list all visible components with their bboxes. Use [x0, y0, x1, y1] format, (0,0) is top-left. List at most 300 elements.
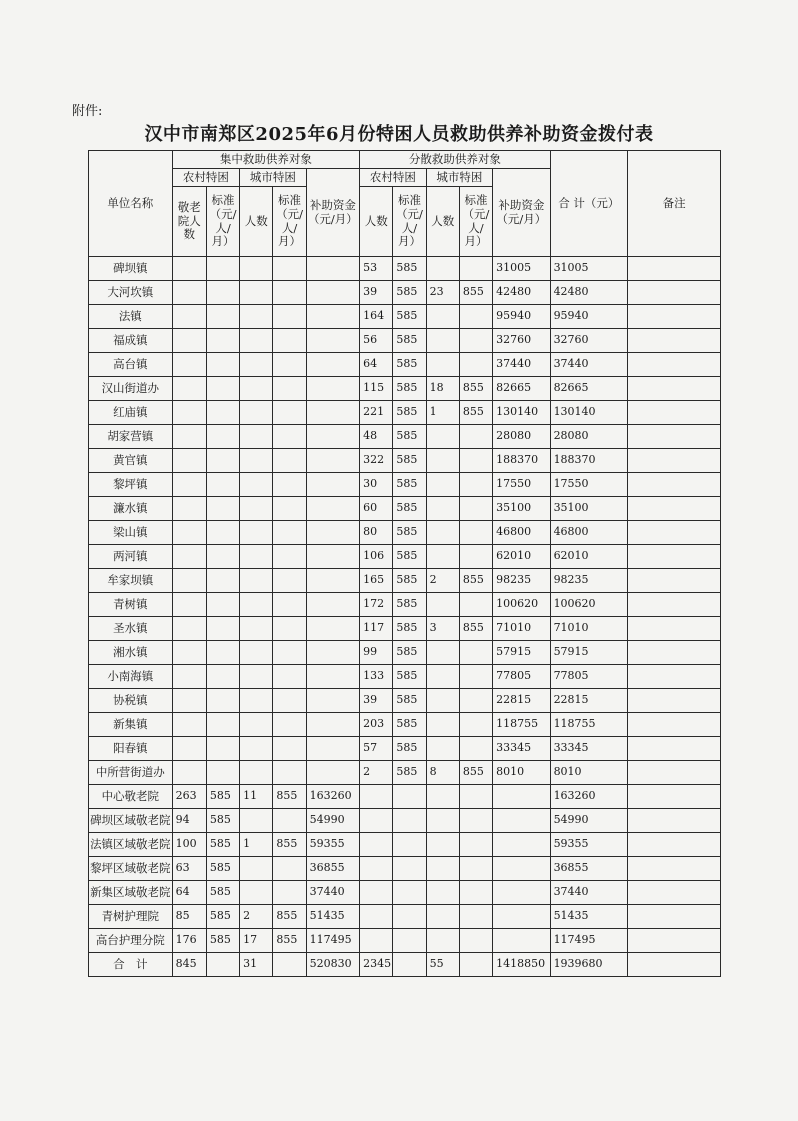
d-urban-std-cell	[459, 497, 492, 521]
total-cell: 37440	[550, 881, 628, 905]
c-urban-count-cell	[240, 545, 273, 569]
remark-cell	[628, 377, 721, 401]
table-row	[89, 761, 721, 785]
unit-name-cell: 新集镇	[89, 713, 173, 737]
c-rural-std-cell	[206, 449, 239, 473]
c-rural-count-cell	[172, 497, 206, 521]
d-fund-cell: 35100	[493, 497, 550, 521]
unit-name-cell: 两河镇	[89, 545, 173, 569]
d-rural-std-cell	[393, 929, 426, 953]
unit-name-cell: 协税镇	[89, 689, 173, 713]
d-urban-count-cell	[426, 713, 459, 737]
d-fund-cell: 42480	[493, 281, 550, 305]
d-urban-std-cell	[459, 353, 492, 377]
unit-name-cell: 梁山镇	[89, 521, 173, 545]
unit-name-cell: 红庙镇	[89, 401, 173, 425]
d-rural-count-cell	[360, 833, 393, 857]
d-urban-std-cell	[459, 473, 492, 497]
c-fund-cell	[306, 329, 359, 353]
table-row	[89, 497, 721, 521]
d-urban-std-cell	[459, 713, 492, 737]
remark-cell	[628, 833, 721, 857]
d-urban-count-cell	[426, 497, 459, 521]
remark-cell	[628, 425, 721, 449]
d-urban-count-cell: 55	[426, 953, 459, 977]
total-cell: 35100	[550, 497, 628, 521]
d-rural-count-cell	[360, 905, 393, 929]
d-rural-std-cell: 585	[393, 497, 426, 521]
d-rural-std-cell	[393, 833, 426, 857]
d-urban-std-cell: 855	[459, 569, 492, 593]
table-row	[89, 593, 721, 617]
table-row	[89, 377, 721, 401]
header-unit-name: 单位名称	[89, 151, 173, 257]
c-rural-std-cell	[206, 953, 239, 977]
c-urban-count-cell	[240, 857, 273, 881]
c-urban-std-cell	[273, 713, 306, 737]
unit-name-cell: 汉山街道办	[89, 377, 173, 401]
d-urban-std-cell	[459, 329, 492, 353]
c-urban-std-cell: 855	[273, 929, 306, 953]
c-rural-count-cell	[172, 737, 206, 761]
c-rural-std-cell	[206, 617, 239, 641]
d-rural-count-cell: 57	[360, 737, 393, 761]
total-cell: 32760	[550, 329, 628, 353]
unit-name-cell: 福成镇	[89, 329, 173, 353]
c-urban-count-cell: 2	[240, 905, 273, 929]
d-rural-std-cell	[393, 857, 426, 881]
remark-cell	[628, 257, 721, 281]
d-urban-std-cell	[459, 929, 492, 953]
d-rural-std-cell	[393, 953, 426, 977]
total-cell: 57915	[550, 641, 628, 665]
c-rural-count-cell	[172, 305, 206, 329]
c-fund-cell	[306, 569, 359, 593]
c-rural-count-cell: 176	[172, 929, 206, 953]
d-rural-count-cell: 64	[360, 353, 393, 377]
table-row	[89, 521, 721, 545]
c-fund-cell	[306, 737, 359, 761]
c-rural-count-cell	[172, 641, 206, 665]
c-rural-std-cell	[206, 665, 239, 689]
remark-cell	[628, 305, 721, 329]
d-urban-std-cell	[459, 665, 492, 689]
d-rural-count-cell: 48	[360, 425, 393, 449]
d-urban-count-cell	[426, 809, 459, 833]
d-urban-std-cell	[459, 425, 492, 449]
d-fund-cell	[493, 785, 550, 809]
c-urban-std-cell	[273, 593, 306, 617]
d-rural-count-cell: 117	[360, 617, 393, 641]
c-rural-count-cell	[172, 473, 206, 497]
c-urban-count-cell: 31	[240, 953, 273, 977]
d-urban-std-cell: 855	[459, 761, 492, 785]
c-rural-count-cell	[172, 353, 206, 377]
c-fund-cell	[306, 425, 359, 449]
d-rural-count-cell: 203	[360, 713, 393, 737]
table-row	[89, 401, 721, 425]
remark-cell	[628, 665, 721, 689]
c-urban-count-cell	[240, 329, 273, 353]
c-fund-cell	[306, 641, 359, 665]
c-urban-std-cell	[273, 449, 306, 473]
d-rural-count-cell: 60	[360, 497, 393, 521]
table-row	[89, 881, 721, 905]
c-urban-count-cell	[240, 305, 273, 329]
table-row	[89, 305, 721, 329]
c-urban-count-cell	[240, 569, 273, 593]
table-row	[89, 641, 721, 665]
remark-cell	[628, 785, 721, 809]
d-fund-cell: 8010	[493, 761, 550, 785]
d-urban-std-cell	[459, 593, 492, 617]
d-urban-std-cell	[459, 545, 492, 569]
c-rural-std-cell	[206, 641, 239, 665]
c-fund-cell: 36855	[306, 857, 359, 881]
unit-name-cell: 胡家营镇	[89, 425, 173, 449]
d-urban-count-cell	[426, 833, 459, 857]
total-cell: 8010	[550, 761, 628, 785]
c-urban-std-cell: 855	[273, 785, 306, 809]
d-urban-count-cell	[426, 449, 459, 473]
c-rural-std-cell: 585	[206, 785, 239, 809]
c-urban-std-cell	[273, 809, 306, 833]
c-urban-count-cell	[240, 713, 273, 737]
allocation-table	[88, 150, 721, 977]
d-fund-cell: 37440	[493, 353, 550, 377]
c-urban-std-cell	[273, 425, 306, 449]
c-urban-count-cell	[240, 521, 273, 545]
remark-cell	[628, 689, 721, 713]
d-fund-cell: 28080	[493, 425, 550, 449]
d-urban-count-cell	[426, 881, 459, 905]
c-fund-cell: 520830	[306, 953, 359, 977]
d-urban-std-cell	[459, 305, 492, 329]
header-d-rural: 农村特困	[360, 169, 427, 187]
total-cell: 62010	[550, 545, 628, 569]
c-urban-std-cell	[273, 401, 306, 425]
d-fund-cell: 22815	[493, 689, 550, 713]
total-cell: 22815	[550, 689, 628, 713]
total-cell: 17550	[550, 473, 628, 497]
c-fund-cell	[306, 401, 359, 425]
remark-cell	[628, 929, 721, 953]
d-rural-count-cell: 165	[360, 569, 393, 593]
d-rural-count-cell: 39	[360, 281, 393, 305]
unit-name-cell: 圣水镇	[89, 617, 173, 641]
c-rural-std-cell: 585	[206, 809, 239, 833]
remark-cell	[628, 353, 721, 377]
d-fund-cell: 33345	[493, 737, 550, 761]
remark-cell	[628, 617, 721, 641]
c-fund-cell: 117495	[306, 929, 359, 953]
header-d-urban-std: 标准（元/人/月）	[459, 187, 492, 257]
d-urban-count-cell	[426, 521, 459, 545]
c-urban-count-cell	[240, 617, 273, 641]
total-cell: 77805	[550, 665, 628, 689]
d-fund-cell: 32760	[493, 329, 550, 353]
c-rural-count-cell: 94	[172, 809, 206, 833]
table-row	[89, 665, 721, 689]
table-row	[89, 737, 721, 761]
d-rural-std-cell: 585	[393, 353, 426, 377]
c-fund-cell	[306, 521, 359, 545]
d-rural-std-cell	[393, 785, 426, 809]
d-urban-count-cell	[426, 689, 459, 713]
d-urban-count-cell	[426, 329, 459, 353]
d-urban-std-cell	[459, 641, 492, 665]
table-row	[89, 785, 721, 809]
table-row	[89, 257, 721, 281]
c-urban-count-cell	[240, 449, 273, 473]
d-urban-count-cell: 23	[426, 281, 459, 305]
c-rural-std-cell	[206, 713, 239, 737]
total-cell: 1939680	[550, 953, 628, 977]
c-urban-std-cell	[273, 497, 306, 521]
d-urban-count-cell	[426, 737, 459, 761]
total-cell: 188370	[550, 449, 628, 473]
d-urban-std-cell	[459, 689, 492, 713]
c-rural-count-cell	[172, 377, 206, 401]
d-urban-count-cell	[426, 929, 459, 953]
d-fund-cell: 188370	[493, 449, 550, 473]
d-rural-count-cell: 172	[360, 593, 393, 617]
d-urban-std-cell	[459, 785, 492, 809]
c-urban-count-cell	[240, 377, 273, 401]
header-remark: 备注	[628, 151, 721, 257]
c-urban-std-cell: 855	[273, 833, 306, 857]
d-rural-count-cell: 106	[360, 545, 393, 569]
remark-cell	[628, 737, 721, 761]
c-fund-cell: 163260	[306, 785, 359, 809]
d-fund-cell	[493, 857, 550, 881]
c-fund-cell: 51435	[306, 905, 359, 929]
header-d-urban: 城市特困	[426, 169, 493, 187]
c-fund-cell	[306, 305, 359, 329]
c-fund-cell	[306, 497, 359, 521]
unit-name-cell: 黎坪镇	[89, 473, 173, 497]
remark-cell	[628, 329, 721, 353]
c-urban-std-cell	[273, 641, 306, 665]
c-rural-count-cell	[172, 689, 206, 713]
remark-cell	[628, 569, 721, 593]
c-urban-std-cell	[273, 737, 306, 761]
table-row	[89, 353, 721, 377]
d-fund-cell: 118755	[493, 713, 550, 737]
total-cell: 54990	[550, 809, 628, 833]
c-urban-std-cell	[273, 689, 306, 713]
c-urban-count-cell	[240, 497, 273, 521]
d-urban-std-cell: 855	[459, 377, 492, 401]
remark-cell	[628, 641, 721, 665]
d-rural-std-cell: 585	[393, 473, 426, 497]
d-fund-cell: 62010	[493, 545, 550, 569]
c-urban-count-cell	[240, 473, 273, 497]
total-cell: 33345	[550, 737, 628, 761]
d-urban-std-cell	[459, 881, 492, 905]
total-cell: 163260	[550, 785, 628, 809]
d-urban-count-cell	[426, 473, 459, 497]
header-c-urban-count: 人数	[240, 187, 273, 257]
c-urban-count-cell	[240, 809, 273, 833]
c-urban-count-cell	[240, 665, 273, 689]
table-row	[89, 449, 721, 473]
c-urban-count-cell	[240, 737, 273, 761]
unit-name-cell: 青树镇	[89, 593, 173, 617]
c-urban-std-cell: 855	[273, 905, 306, 929]
c-fund-cell	[306, 761, 359, 785]
unit-name-cell: 高台镇	[89, 353, 173, 377]
total-cell: 51435	[550, 905, 628, 929]
d-rural-count-cell: 133	[360, 665, 393, 689]
table-row	[89, 713, 721, 737]
d-rural-std-cell: 585	[393, 641, 426, 665]
c-rural-std-cell	[206, 737, 239, 761]
d-rural-count-cell: 322	[360, 449, 393, 473]
d-rural-count-cell	[360, 809, 393, 833]
d-rural-std-cell: 585	[393, 257, 426, 281]
unit-name-cell: 高台护理分院	[89, 929, 173, 953]
total-cell: 71010	[550, 617, 628, 641]
c-rural-std-cell	[206, 401, 239, 425]
d-urban-std-cell	[459, 521, 492, 545]
c-rural-count-cell	[172, 617, 206, 641]
unit-name-cell: 中所营街道办	[89, 761, 173, 785]
unit-name-cell: 青树护理院	[89, 905, 173, 929]
unit-name-cell: 碑坝镇	[89, 257, 173, 281]
c-urban-count-cell: 1	[240, 833, 273, 857]
d-urban-std-cell	[459, 809, 492, 833]
remark-cell	[628, 857, 721, 881]
c-fund-cell	[306, 377, 359, 401]
c-rural-std-cell: 585	[206, 905, 239, 929]
c-rural-std-cell	[206, 473, 239, 497]
d-urban-count-cell: 3	[426, 617, 459, 641]
d-urban-count-cell: 18	[426, 377, 459, 401]
c-rural-std-cell: 585	[206, 857, 239, 881]
c-rural-std-cell	[206, 305, 239, 329]
d-rural-std-cell: 585	[393, 305, 426, 329]
total-cell: 42480	[550, 281, 628, 305]
unit-name-cell: 黎坪区域敬老院	[89, 857, 173, 881]
remark-cell	[628, 809, 721, 833]
header-c-rural: 农村特困	[172, 169, 240, 187]
total-cell: 37440	[550, 353, 628, 377]
d-rural-std-cell: 585	[393, 401, 426, 425]
c-urban-count-cell	[240, 593, 273, 617]
d-fund-cell: 57915	[493, 641, 550, 665]
header-dispersed: 分散救助供养对象	[360, 151, 550, 169]
c-urban-count-cell	[240, 689, 273, 713]
c-fund-cell: 54990	[306, 809, 359, 833]
header-c-rural-std: 标准（元/人/月）	[206, 187, 239, 257]
d-rural-count-cell: 56	[360, 329, 393, 353]
d-fund-cell: 31005	[493, 257, 550, 281]
table-row	[89, 833, 721, 857]
c-rural-count-cell: 845	[172, 953, 206, 977]
c-fund-cell: 37440	[306, 881, 359, 905]
d-rural-std-cell: 585	[393, 521, 426, 545]
c-urban-count-cell	[240, 761, 273, 785]
remark-cell	[628, 449, 721, 473]
d-fund-cell: 130140	[493, 401, 550, 425]
c-rural-std-cell	[206, 257, 239, 281]
c-rural-std-cell: 585	[206, 833, 239, 857]
header-d-rural-count: 人数	[360, 187, 393, 257]
remark-cell	[628, 953, 721, 977]
remark-cell	[628, 401, 721, 425]
c-urban-count-cell	[240, 425, 273, 449]
d-fund-cell: 95940	[493, 305, 550, 329]
d-rural-std-cell: 585	[393, 689, 426, 713]
d-rural-std-cell: 585	[393, 617, 426, 641]
total-cell: 95940	[550, 305, 628, 329]
unit-name-cell: 湘水镇	[89, 641, 173, 665]
c-rural-count-cell	[172, 329, 206, 353]
remark-cell	[628, 545, 721, 569]
d-urban-count-cell	[426, 257, 459, 281]
d-urban-count-cell: 2	[426, 569, 459, 593]
header-total: 合 计（元）	[550, 151, 628, 257]
c-rural-count-cell: 263	[172, 785, 206, 809]
table-row	[89, 809, 721, 833]
c-urban-std-cell	[273, 329, 306, 353]
d-rural-std-cell	[393, 809, 426, 833]
c-urban-std-cell	[273, 473, 306, 497]
unit-name-cell: 黄官镇	[89, 449, 173, 473]
unit-name-cell: 牟家坝镇	[89, 569, 173, 593]
c-rural-count-cell	[172, 281, 206, 305]
total-cell: 31005	[550, 257, 628, 281]
c-urban-std-cell	[273, 521, 306, 545]
d-rural-std-cell: 585	[393, 593, 426, 617]
c-urban-count-cell: 11	[240, 785, 273, 809]
d-urban-std-cell	[459, 449, 492, 473]
d-rural-count-cell: 53	[360, 257, 393, 281]
d-rural-count-cell: 80	[360, 521, 393, 545]
total-cell: 100620	[550, 593, 628, 617]
c-urban-count-cell	[240, 281, 273, 305]
header-c-fund: 补助资金（元/月）	[306, 169, 359, 257]
c-fund-cell	[306, 689, 359, 713]
table-row	[89, 929, 721, 953]
d-rural-std-cell: 585	[393, 449, 426, 473]
d-rural-std-cell: 585	[393, 281, 426, 305]
unit-name-cell: 法镇区域敬老院	[89, 833, 173, 857]
d-fund-cell	[493, 833, 550, 857]
d-rural-count-cell	[360, 929, 393, 953]
d-fund-cell: 17550	[493, 473, 550, 497]
c-rural-std-cell	[206, 425, 239, 449]
unit-name-cell: 大河坎镇	[89, 281, 173, 305]
c-rural-count-cell	[172, 761, 206, 785]
c-fund-cell	[306, 593, 359, 617]
table-row	[89, 473, 721, 497]
d-fund-cell: 77805	[493, 665, 550, 689]
c-rural-count-cell	[172, 425, 206, 449]
c-urban-std-cell	[273, 881, 306, 905]
unit-name-cell: 碑坝区域敬老院	[89, 809, 173, 833]
d-rural-std-cell: 585	[393, 713, 426, 737]
attachment-label: 附件:	[72, 104, 103, 119]
c-rural-count-cell: 85	[172, 905, 206, 929]
d-rural-std-cell: 585	[393, 425, 426, 449]
d-urban-count-cell: 8	[426, 761, 459, 785]
total-cell: 118755	[550, 713, 628, 737]
remark-cell	[628, 497, 721, 521]
table-row	[89, 857, 721, 881]
table-row	[89, 617, 721, 641]
